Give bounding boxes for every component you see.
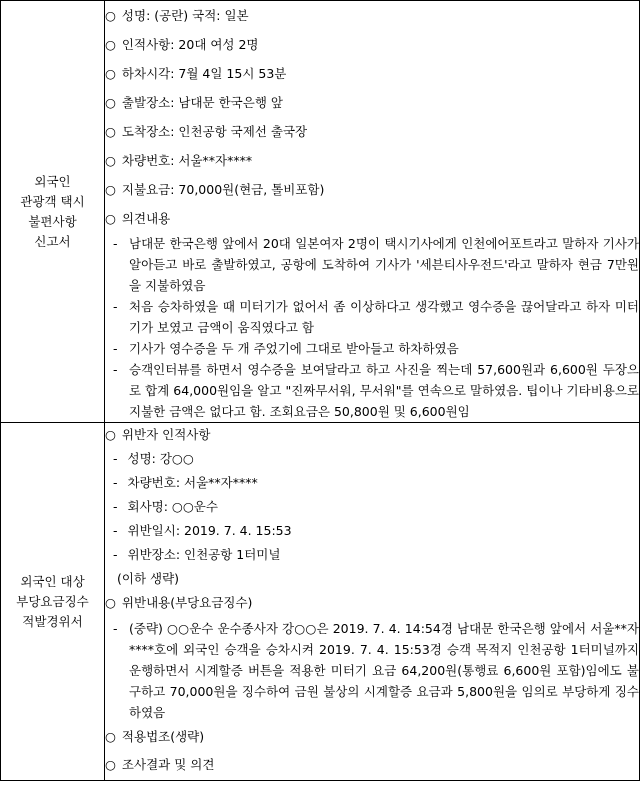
violator-heading: ○ 위반자 인적사항 (105, 423, 639, 447)
complaint-item-departure: ○ 출발장소: 남대문 한국은행 앞 (105, 88, 639, 117)
label-line: 외국인 (34, 173, 71, 189)
complaint-item-personal-info: ○ 인적사항: 20대 여성 2명 (105, 30, 639, 59)
label-line: 외국인 대상 (20, 573, 85, 589)
complaint-item-arrival: ○ 도착장소: 인천공항 국제선 출국장 (105, 117, 639, 146)
violation-datetime: - 위반일시: 2019. 7. 4. 15:53 (105, 519, 639, 543)
complaint-item-fare-paid: ○ 지불요금: 70,000원(현금, 톨비포함) (105, 175, 639, 204)
section-complaint-label (1, 1, 105, 423)
complaint-detail: - 남대문 한국은행 앞에서 20대 일본여자 2명이 택시기사에게 인천에어포트라고 말하자 기사가 알아듣고 바로 출발하였고, 공항에 도착하여 기사가 '세븐티사우전드'라고 말하자 현금 7만원을 지불하였음 (105, 233, 639, 296)
complaint-item-name: ○ 성명: (공란) 국적: 일본 (105, 1, 639, 30)
violation-place: - 위반장소: 인천공항 1터미널 (105, 543, 639, 567)
violator-company: - 회사명: ○○운수 (105, 495, 639, 519)
violator-vehicle-number: - 차량번호: 서울**자**** (105, 471, 639, 495)
violation-heading: ○ 위반내용(부당요금징수) (105, 591, 639, 615)
section-complaint-row (1, 1, 640, 423)
complaint-item-opinion: ○ 의견내용 (105, 204, 639, 233)
section-violation-content (105, 423, 640, 781)
complaint-item-vehicle-number: ○ 차량번호: 서울**자**** (105, 146, 639, 175)
violator-name: - 성명: 강○○ (105, 447, 639, 471)
label-line: 관광객 택시 (20, 193, 85, 209)
section-violation-row (1, 423, 640, 781)
label-line: 불편사항 (28, 213, 77, 229)
label-line: 신고서 (34, 233, 71, 249)
section-complaint-content (105, 1, 640, 423)
label-line: 적발경위서 (22, 613, 83, 629)
law-heading: ○ 적용법조(생략) (105, 723, 639, 750)
omitted-note: (이하 생략) (117, 571, 180, 586)
label-line: 부당요금징수 (16, 593, 89, 609)
complaint-item-dropoff-time: ○ 하차시각: 7월 4일 15시 53분 (105, 59, 639, 88)
complaint-detail: - 승객인터뷰를 하면서 영수증을 보여달라고 하고 사진을 찍는데 57,600원과 6,600원 두장으로 합계 64,000원임을 알고 "진짜무서워, 무서워"를 연속으로 말하였음. 팁이나 기타비용으로 지불한 금액은 없다고 함. 조회요금은 50,800원 및 6,600원임 (105, 359, 639, 422)
complaint-detail: - 처음 승차하였을 때 미터기가 없어서 좀 이상하다고 생각했고 영수증을 끊어달라고 하자 미터기가 보였고 금액이 움직였다고 함 (105, 296, 639, 338)
result-heading: ○ 조사결과 및 의견 (105, 750, 639, 780)
section-violation-label (1, 423, 105, 781)
violation-text: - (중략) ○○운수 운수종사자 강○○은 2019. 7. 4. 14:54경 남대문 한국은행 앞에서 서울**자****호에 외국인 승객을 승차시켜 2019. 7. 4. 15:53경 승객 목적지 인천공항 1터미널까지 운행하면서 시계할증 버튼을 적용한 미터기 요금 64,200원(통행료 6,600원 포함)임에도 불구하고 70,000원을 징수하여 금원 불상의 시계할증 요금과 5,800원을 임의로 부당하게 징수하였음 (105, 618, 639, 723)
complaint-detail: - 기사가 영수증을 두 개 주었기에 그대로 받아들고 하차하였음 (105, 338, 639, 359)
